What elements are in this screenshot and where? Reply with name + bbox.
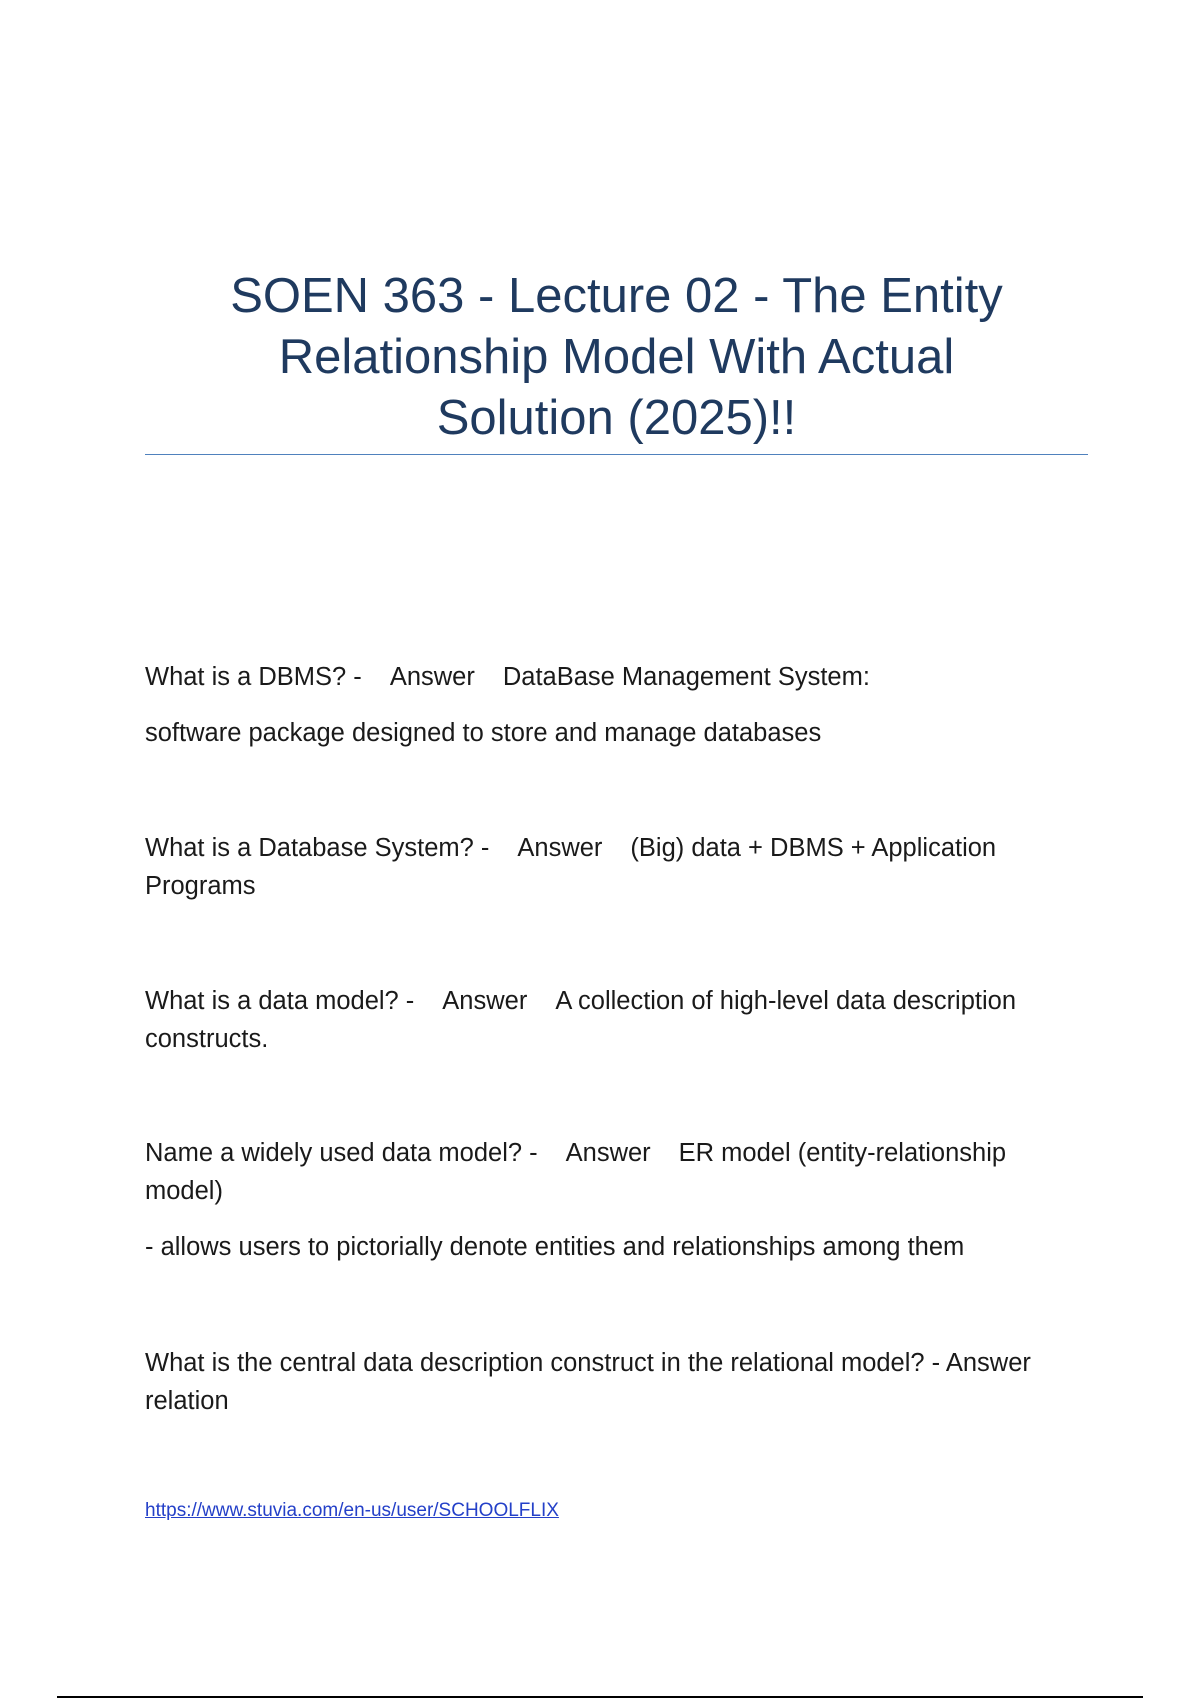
title-line-2: Relationship Model With Actual (278, 330, 955, 384)
answer-text: A collection of high-level data description constructs. (145, 987, 1017, 1053)
question-text: What is a data model? - (145, 987, 415, 1015)
answer-label: Answer (389, 663, 475, 691)
answer-text: (Big) data + DBMS + Application Programs (145, 834, 997, 900)
document-title (145, 266, 1088, 449)
question-text: Name a widely used data model? - (145, 1139, 538, 1167)
question-text: What is a DBMS? - (145, 663, 362, 691)
qa-line (145, 1134, 1065, 1210)
title-underline (145, 454, 1088, 455)
answer-text: relation (145, 1387, 229, 1415)
answer-extra: software package designed to store and manage databases (145, 719, 822, 747)
source-link[interactable]: https://www.stuvia.com/en-us/user/SCHOOLFLIX (145, 1500, 559, 1521)
qa-item-widely-used-model (145, 1134, 1065, 1266)
qa-line (145, 1344, 1065, 1420)
qa-line (145, 658, 1065, 696)
answer-label: Answer (565, 1139, 651, 1167)
answer-extra: - allows users to pictorially denote entities and relationships among them (145, 1233, 965, 1261)
qa-item-database-system (145, 829, 1065, 905)
title-line-1: SOEN 363 - Lecture 02 - The Entity (230, 269, 1003, 323)
answer-text: DataBase Management System: (502, 663, 870, 691)
footer-divider (57, 1696, 1143, 1698)
answer-label: Answer (517, 834, 603, 862)
qa-item-central-construct (145, 1344, 1065, 1420)
qa-line (145, 829, 1065, 905)
qa-item-data-model (145, 982, 1065, 1058)
answer-text: ER model (entity-relationship model) (145, 1139, 1007, 1205)
answer-label: Answer (442, 987, 528, 1015)
qa-item-dbms (145, 658, 1065, 752)
question-text: What is the central data description construct in the relational model? - (145, 1349, 941, 1377)
answer-label: Answer (945, 1349, 1031, 1377)
qa-line (145, 982, 1065, 1058)
title-line-3: Solution (2025)!! (436, 391, 797, 445)
title-block (145, 266, 1088, 449)
question-text: What is a Database System? - (145, 834, 490, 862)
